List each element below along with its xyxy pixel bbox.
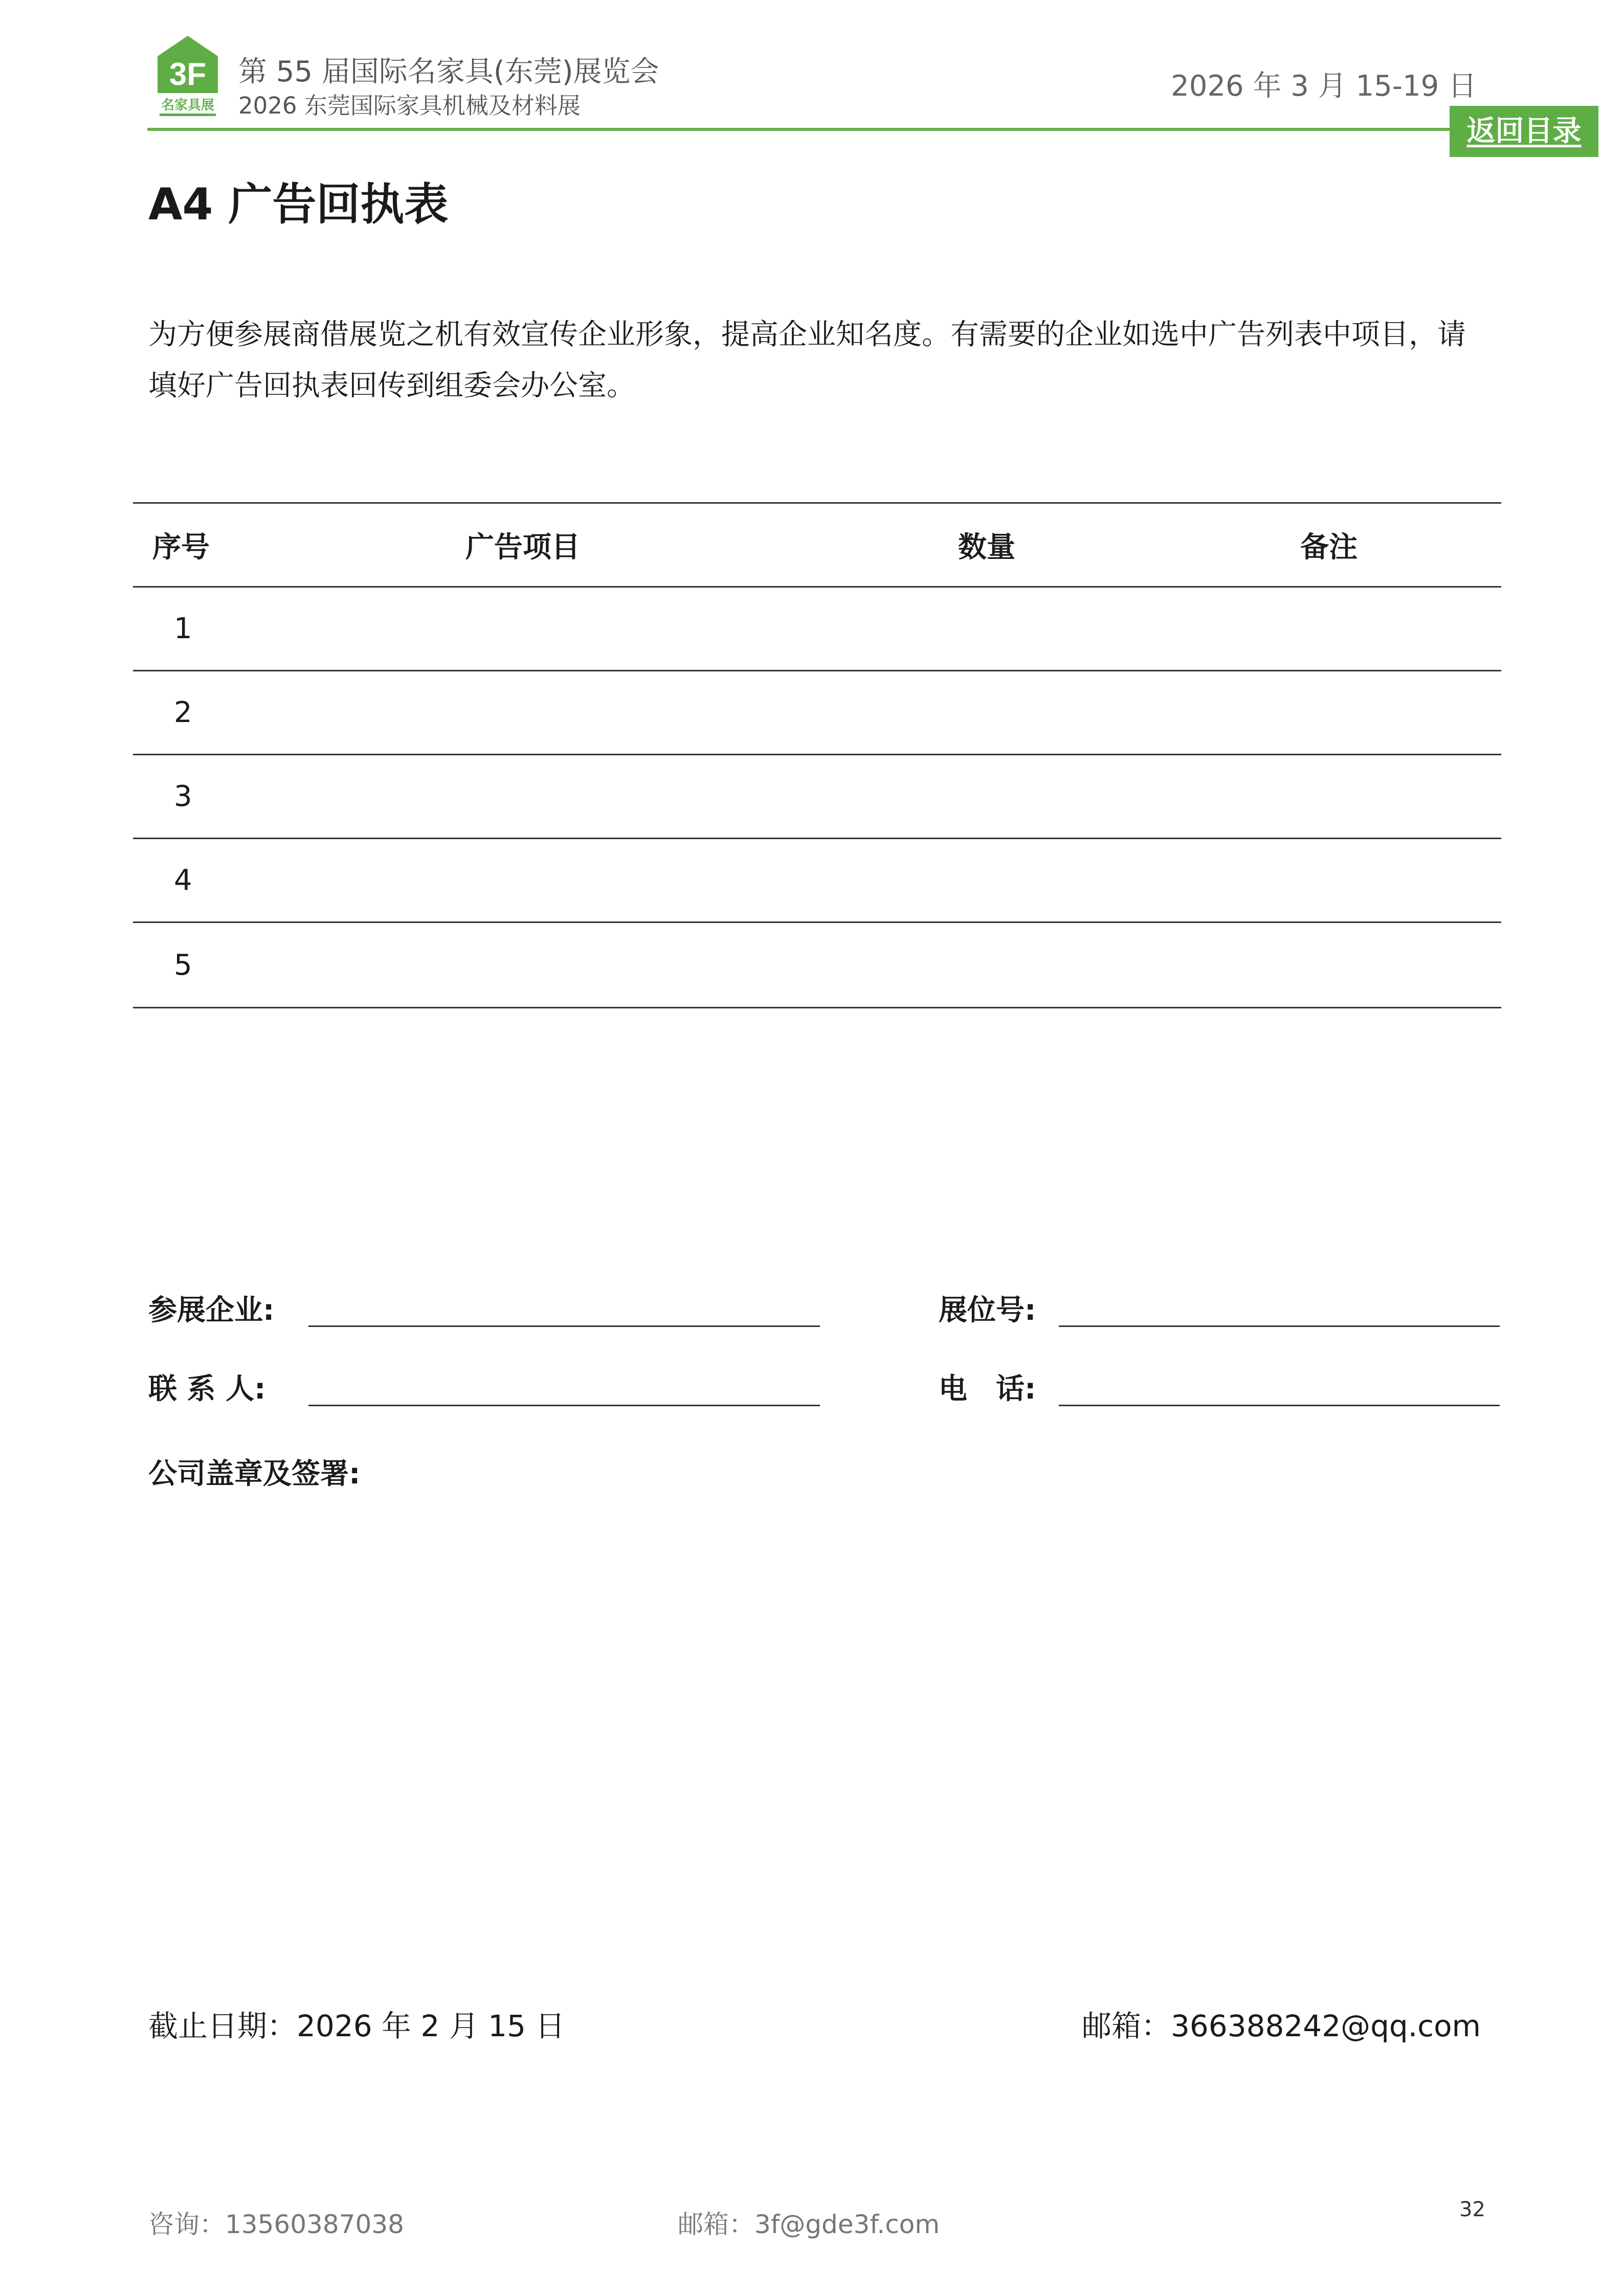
booth-number-field[interactable] [1059,1325,1500,1327]
logo-mark: 3F [169,57,207,92]
table-row [133,923,1501,1008]
logo-caption: 名家具展 [161,98,215,113]
table-row [133,839,1501,923]
exhibition-title: 第 55 届国际名家具(东莞)展览会 [238,55,659,88]
footer-consult-phone: 咨询：13560387038 [148,2210,404,2239]
header-remarks: 备注 [1300,530,1358,564]
intro-paragraph [148,309,1499,412]
table-row [133,671,1501,755]
intro-line: 为方便参展商借展览之机有效宣传企业形象，提高企业知名度。有需要的企业如选中广告列表中项目，请 [148,318,1466,351]
contact-person-field[interactable] [308,1405,820,1406]
seal-signature-label: 公司盖章及签署: [148,1457,361,1491]
header-divider [147,128,1597,131]
phone-label: 电 话: [939,1372,1036,1406]
row-number: 4 [174,864,192,897]
contact-person-label: 联 系 人: [148,1372,266,1406]
page-title: A4 广告回执表 [148,179,449,230]
deadline-text: 截止日期：2026 年 2 月 15 日 [148,2009,565,2043]
row-number: 3 [174,780,192,813]
row-number: 1 [174,612,192,645]
table-row [133,755,1501,839]
row-number: 2 [174,696,192,729]
company-field[interactable] [308,1325,820,1327]
company-label: 参展企业: [148,1294,275,1327]
footer-email: 邮箱：3f@gde3f.com [678,2210,940,2239]
logo [158,36,218,118]
ad-receipt-table [133,502,1501,1008]
back-to-contents-link[interactable]: 返回目录 [1450,106,1598,157]
table-row [133,588,1501,671]
phone-field[interactable] [1059,1405,1500,1406]
header-serial-no: 序号 [152,530,210,564]
header-quantity: 数量 [958,530,1015,564]
intro-line: 填好广告回执表回传到组委会办公室。 [148,369,635,402]
page-number: 32 [1459,2198,1485,2221]
row-number: 5 [174,948,192,982]
booth-number-label: 展位号: [939,1294,1036,1327]
header-ad-item: 广告项目 [465,530,580,564]
exhibition-subtitle: 2026 东莞国际家具机械及材料展 [238,92,581,119]
table-header-row [133,502,1501,588]
exhibition-date: 2026 年 3 月 15-19 日 [1171,70,1477,103]
contact-email: 邮箱：366388242@qq.com [1082,2009,1481,2043]
